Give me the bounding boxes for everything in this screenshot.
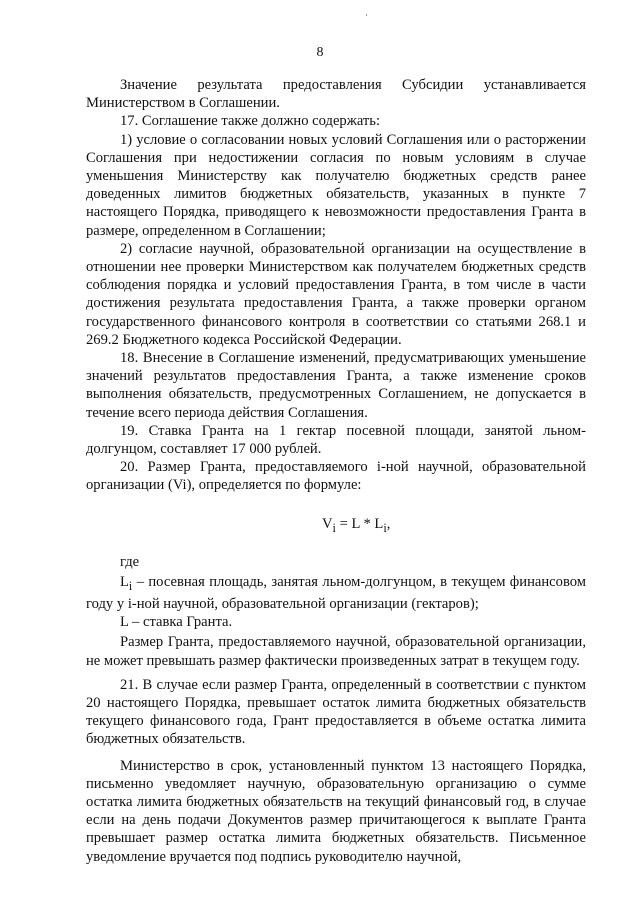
paragraph-ministry-notice: Министерство в срок, установленный пунктом 13 настоящего Порядка, письменно уведомляет научную, образовательную организацию о сумме остатка лимита бюджетных обязательств на текущий финансовый год, в случае если на день подачи Документов размер причитающегося к выплате Гранта превышает размер остатка лимита бюджетных обязательств. Письменное уведомление вручается под подпись руководителю научной, [86, 757, 586, 865]
definition-l-text: – ставка Гранта. [128, 614, 233, 631]
grant-formula [86, 515, 586, 533]
definition-li-symbol: L [120, 573, 129, 590]
where-label: где [120, 553, 140, 570]
page-number: 8 [316, 45, 324, 60]
formula-lhs-subscript: i [332, 520, 336, 535]
formula-rhs-subscript: i [383, 520, 387, 535]
paragraph-grant-limit: Размер Гранта, предоставляемого научной, образовательной организации, не может превышать размер фактически произведенных затрат в текущем году. [86, 634, 586, 669]
formula-lhs: V [322, 515, 333, 532]
formula-middle: = L * L [335, 515, 384, 532]
paragraph-21: 21. В случае если размер Гранта, определенный в соответствии с пунктом 20 настоящего Порядка, превышает остаток лимита бюджетных обязательств текущего финансового года, Грант предоставляется в объеме остатка лимита бюджетных обязательств. [86, 676, 586, 748]
scan-mark [366, 14, 367, 16]
paragraph-17: 17. Соглашение также должно содержать: [120, 113, 381, 130]
paragraph-17-item-2: 2) согласие научной, образовательной организации на осуществление в отношении нее проверки Министерством как получателем бюджетных средств соблюдения порядка и условий предоставления Гранта, в том числе в части достижения результата предоставления Гранта, а также проверки органом государственного финансового контроля в соответствии со статьями 268.1 и 269.2 Бюджетного кодекса Российской Федерации. [86, 240, 586, 348]
definition-l-symbol: L [120, 614, 129, 631]
definition-l [86, 613, 586, 631]
paragraph-20: 20. Размер Гранта, предоставляемого i-ной научной, образовательной организации (Vi), определяется по формуле: [86, 459, 586, 494]
formula-tail: , [386, 515, 391, 532]
definition-li [86, 573, 586, 613]
paragraph-18: 18. Внесение в Соглашение изменений, предусматривающих уменьшение значений результатов предоставления Гранта, а также изменение сроков выполнения обязательств, предусмотренных Соглашением, не допускается в течение всего периода действия Соглашения. [86, 350, 586, 421]
document-body [86, 76, 586, 866]
paragraph-19: 19. Ставка Гранта на 1 гектар посевной площади, занятой льном-долгунцом, составляет 17 000 рублей. [86, 422, 586, 458]
paragraph-17-item-1: 1) условие о согласовании новых условий Соглашения или о расторжении Соглашения при недостижении согласия по новым условиям в случае уменьшения Министерству как получателю бюджетных средств ранее доведенных лимитов бюджетных обязательств, указанных в пункте 7 настоящего Порядка, приводящего к невозможности предоставления Гранта в размере, определенном в Соглашении; [86, 131, 586, 239]
paragraph-result-value: Значение результата предоставления Субсидии устанавливается Министерством в Соглашении. [86, 77, 586, 112]
definition-li-text: – посевная площадь, занятая льном-долгунцом, в текущем финансовом году у i-ной научной, образовательной организации (гектаров); [86, 573, 586, 612]
definition-li-subscript: i [128, 578, 133, 593]
